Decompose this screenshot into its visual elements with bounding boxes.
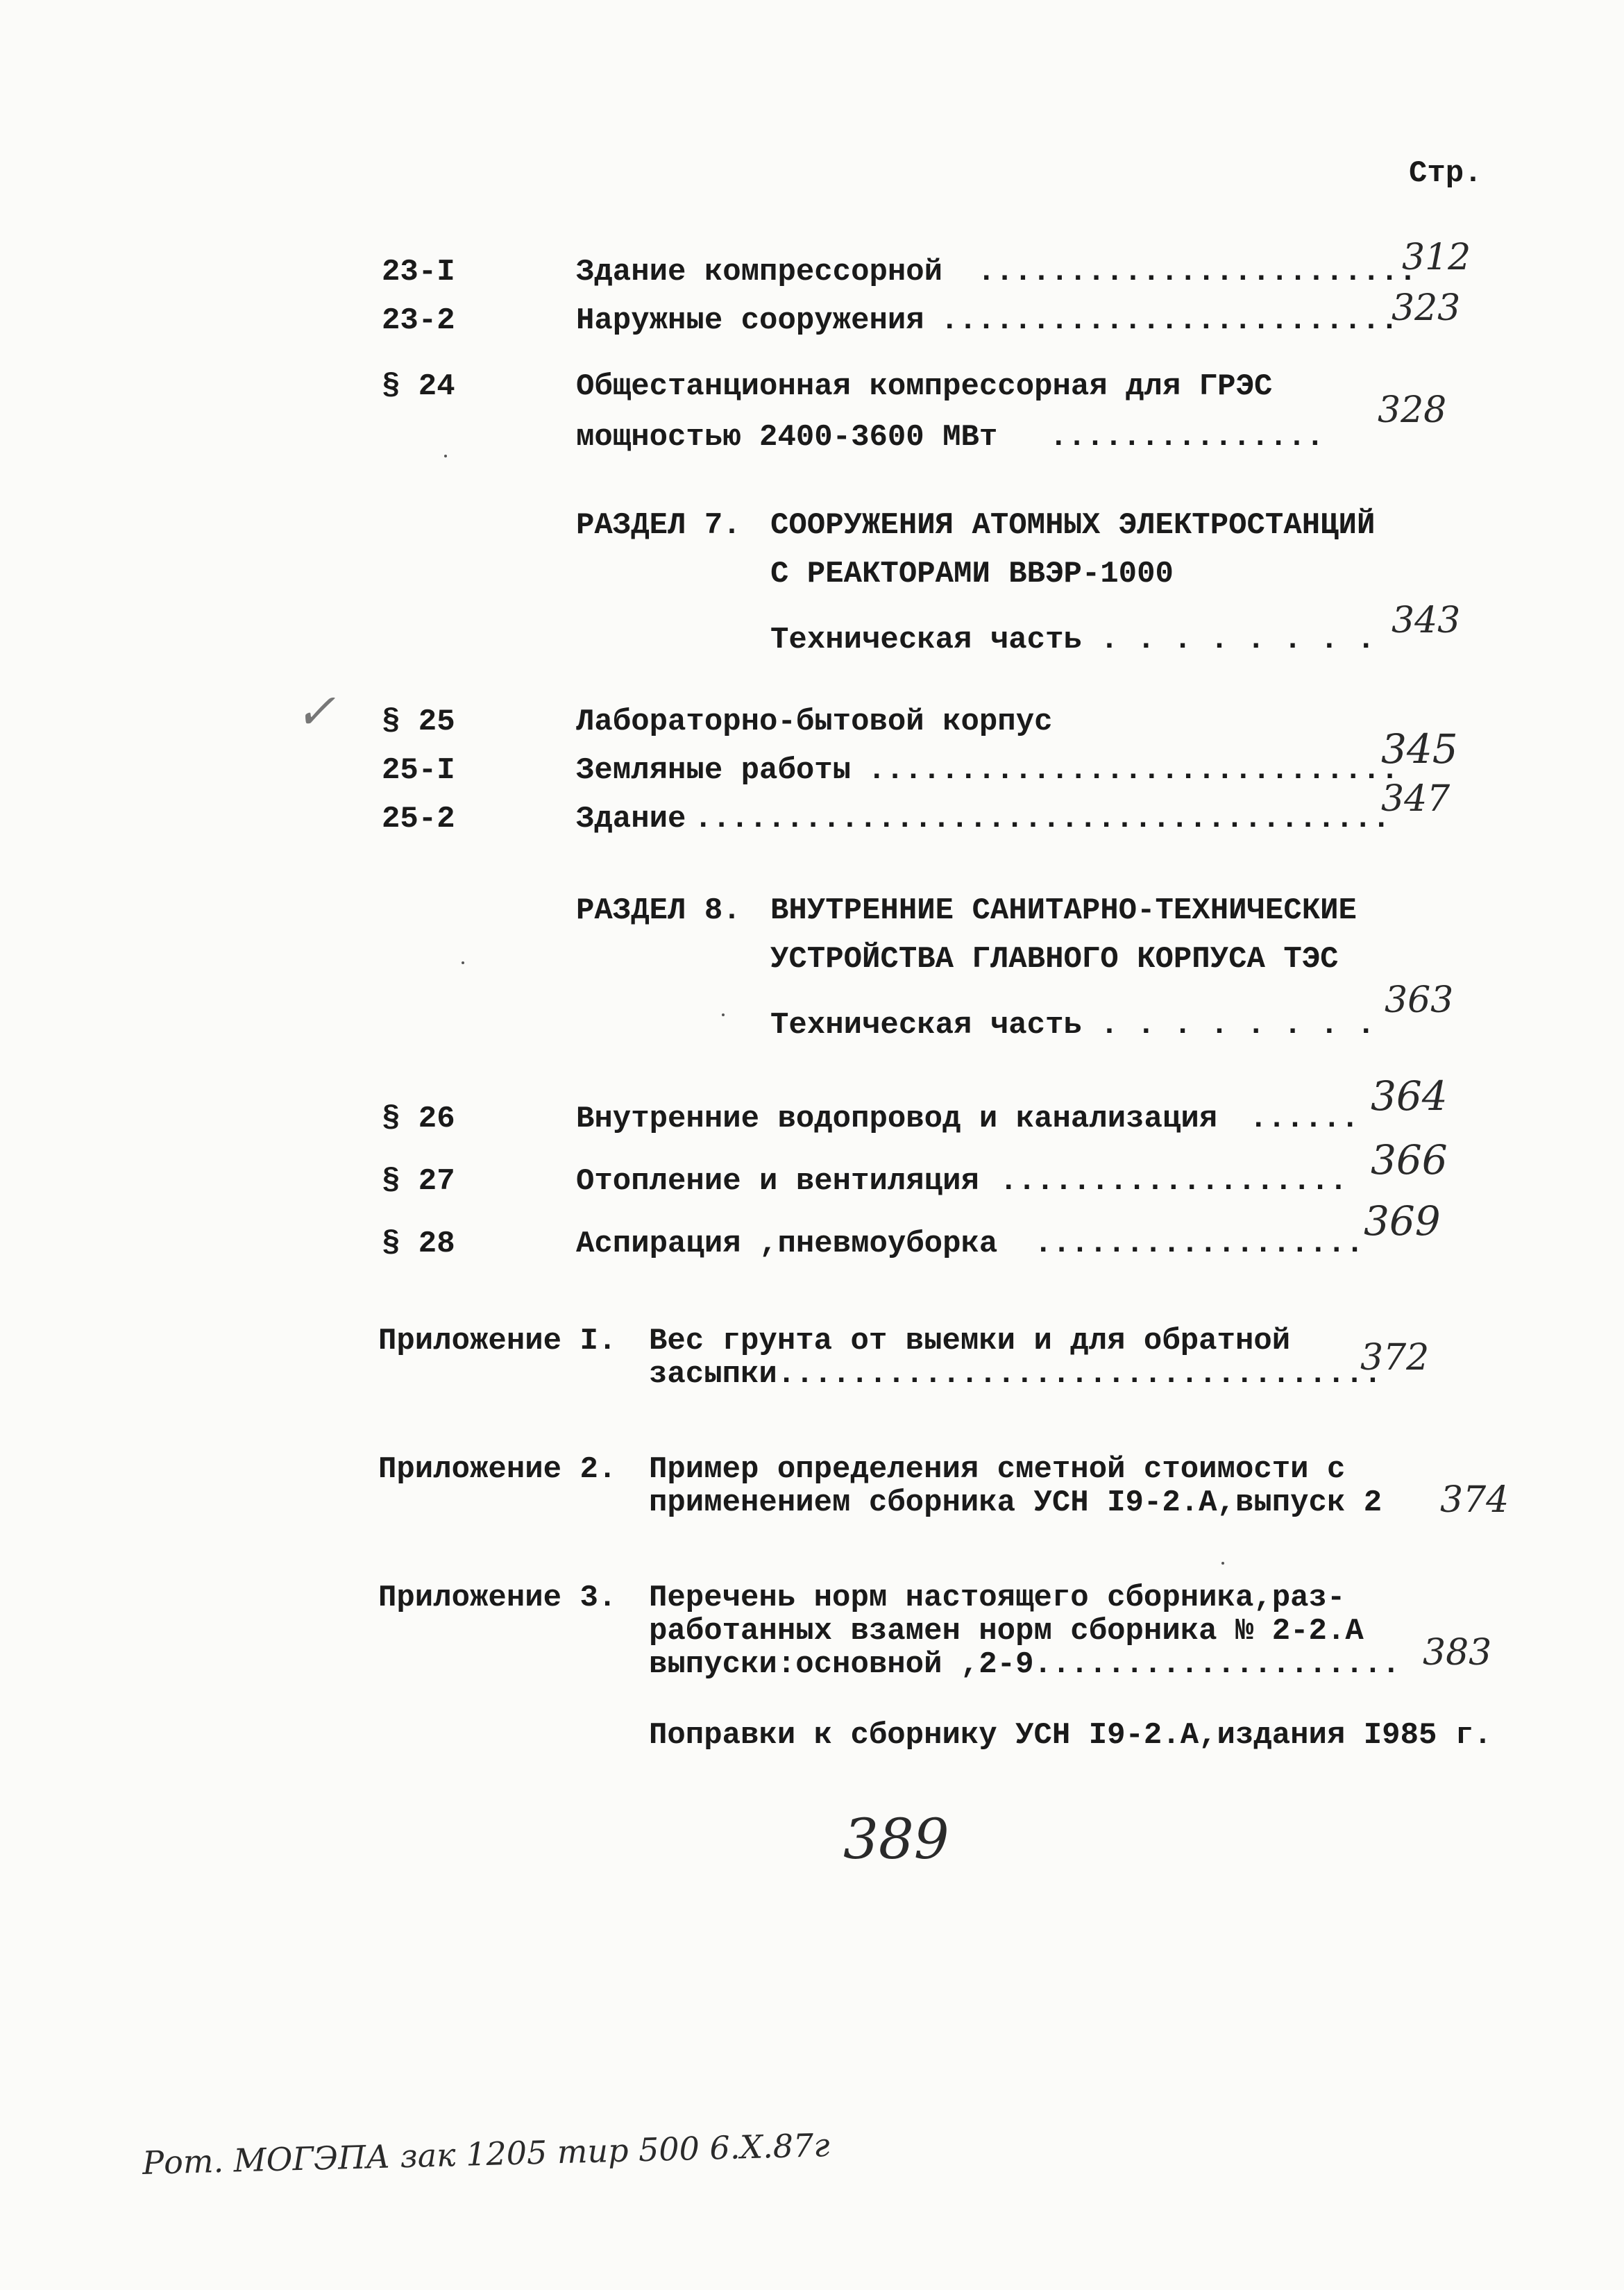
page-number-handwritten: 383: [1423, 1632, 1492, 1674]
entry-title: Лабораторно-бытовой корпус: [576, 705, 1053, 739]
entry-title: Аспирация ,пневмоуборка: [576, 1227, 998, 1261]
section-title-line1: СООРУЖЕНИЯ АТОМНЫХ ЭЛЕКТРОСТАНЦИЙ: [770, 508, 1376, 543]
page-number-handwritten: 347: [1381, 778, 1450, 820]
handwritten-page-number: 389: [843, 1807, 949, 1871]
corrections-line: Поправки к сборнику УСН I9-2.А,издания I985 г.: [649, 1718, 1492, 1753]
entry-number: § 24: [382, 369, 455, 404]
section-title-line2: УСТРОЙСТВА ГЛАВНОГО КОРПУСА ТЭС: [770, 942, 1339, 977]
page-number-handwritten: 312: [1402, 237, 1471, 278]
appendix-title-line1: Вес грунта от выемки и для обратной: [649, 1324, 1291, 1358]
technical-part: Техническая часть . . . . . . . .: [770, 623, 1376, 657]
stray-mark: [722, 1013, 725, 1016]
appendix-title-line2: засыпки.................................: [649, 1357, 1382, 1392]
technical-part: Техническая часть . . . . . . . .: [770, 1008, 1376, 1043]
page-number-handwritten: 364: [1371, 1072, 1448, 1120]
entry-title: Внутренние водопровод и канализация: [576, 1102, 1218, 1136]
entry-number: 25-I: [382, 753, 455, 788]
leader-dots: ..................: [1034, 1227, 1364, 1261]
appendix-title-line2: работанных взамен норм сборника № 2-2.А: [649, 1614, 1364, 1649]
section-title-line1: ВНУТРЕННИЕ САНИТАРНО-ТЕХНИЧЕСКИЕ: [770, 893, 1357, 928]
appendix-title-line1: Перечень норм настоящего сборника,раз-: [649, 1581, 1346, 1615]
leader-dots: ...................: [999, 1164, 1348, 1199]
page-number-handwritten: 323: [1392, 287, 1461, 329]
entry-title: Здание: [576, 802, 686, 836]
entry-number: § 27: [382, 1164, 455, 1199]
entry-title: Отопление и вентиляция: [576, 1164, 979, 1199]
section-title-line2: С РЕАКТОРАМИ ВВЭР-1000: [770, 557, 1174, 591]
appendix-label: Приложение I.: [378, 1324, 617, 1358]
entry-title-line2: мощностью 2400-3600 МВт: [576, 420, 998, 455]
entry-title: Наружные сооружения: [576, 303, 924, 338]
page-number-handwritten: 363: [1385, 979, 1454, 1021]
handwritten-print-note: Рот. МОГЭПА зак 1205 тир 500 6.X.87г: [142, 2126, 831, 2182]
stray-mark: [462, 961, 464, 964]
entry-number: § 28: [382, 1227, 455, 1261]
entry-number: 23-2: [382, 303, 455, 338]
leader-dots: .............................: [868, 753, 1399, 788]
entry-title: Здание компрессорной: [576, 255, 943, 289]
page-number-handwritten: 372: [1360, 1337, 1430, 1379]
page-number-handwritten: 369: [1364, 1197, 1441, 1245]
entry-number: 25-2: [382, 802, 455, 836]
section-label: РАЗДЕЛ 7.: [576, 508, 741, 543]
page-number-handwritten: 345: [1381, 725, 1458, 773]
section-label: РАЗДЕЛ 8.: [576, 893, 741, 928]
stray-mark: [444, 455, 447, 457]
entry-title-line1: Общестанционная компрессорная для ГРЭС: [576, 369, 1273, 404]
page-number-handwritten: 343: [1392, 600, 1461, 641]
entry-title: Земляные работы: [576, 753, 852, 788]
appendix-title-line2: применением сборника УСН I9-2.А,выпуск 2: [649, 1485, 1382, 1520]
page-number-handwritten: 328: [1378, 389, 1447, 431]
leader-dots: ...............: [1049, 420, 1325, 455]
entry-number: § 26: [382, 1102, 455, 1136]
leader-dots: ......................................: [694, 802, 1391, 836]
leader-dots: ......: [1249, 1102, 1360, 1136]
appendix-label: Приложение 3.: [378, 1581, 617, 1615]
page-header: Стр.: [1409, 156, 1482, 191]
appendix-title-line3: выпуски:основной ,2-9....................: [649, 1647, 1401, 1682]
page-number-handwritten: 374: [1440, 1479, 1509, 1521]
entry-number: § 25: [382, 705, 455, 739]
appendix-label: Приложение 2.: [378, 1452, 617, 1487]
appendix-title-line1: Пример определения сметной стоимости с: [649, 1452, 1346, 1487]
leader-dots: .........................: [940, 303, 1399, 338]
page-number-handwritten: 366: [1371, 1136, 1448, 1184]
check-mark-icon: ✓: [295, 683, 336, 740]
leader-dots: ........................: [977, 255, 1417, 289]
entry-number: 23-I: [382, 255, 455, 289]
stray-mark: [1221, 1562, 1224, 1565]
